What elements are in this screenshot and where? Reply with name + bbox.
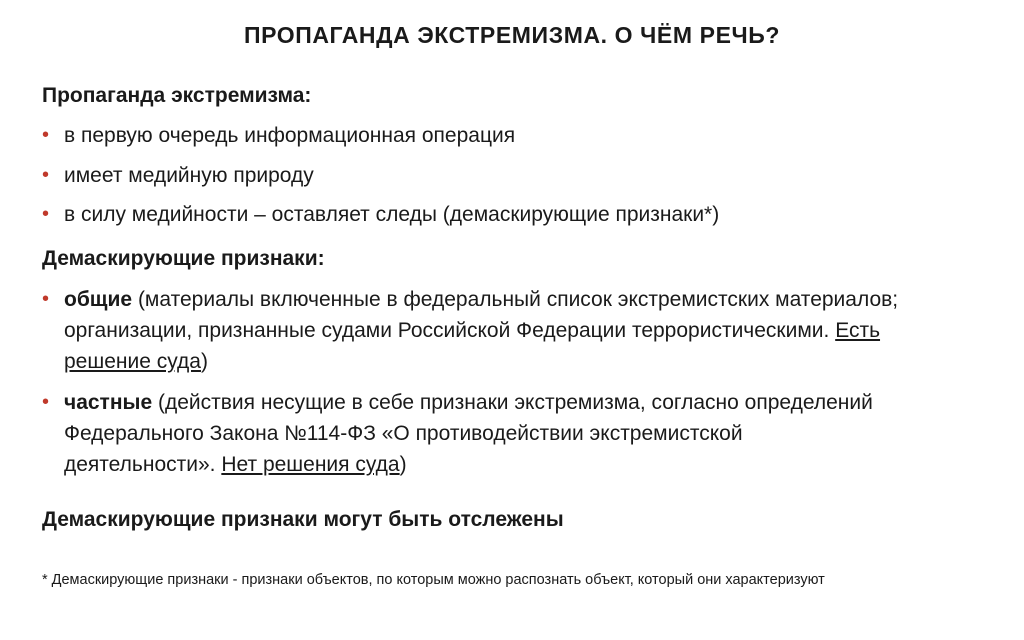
list-item <box>42 160 972 191</box>
bullet-icon: • <box>42 288 50 310</box>
list-item-general <box>42 284 922 377</box>
footnote: * Демаскирующие признаки - признаки объектов, по которым можно распознать объект, который они характеризуют <box>42 572 825 588</box>
term-specific: частные <box>64 391 153 414</box>
conclusion-heading: Демаскирующие признаки могут быть отслежены <box>42 508 564 531</box>
page-title: ПРОПАГАНДА ЭКСТРЕМИЗМА. О ЧЁМ РЕЧЬ? <box>243 22 781 48</box>
list-item-text <box>64 387 882 480</box>
close-paren: ) <box>200 350 208 373</box>
list-item <box>42 199 972 230</box>
bullet-icon: • <box>42 124 50 146</box>
list-item <box>42 120 972 151</box>
no-court-decision-note: Нет решения суда <box>221 453 400 476</box>
list-item-text: в первую очередь информационная операция <box>64 124 516 147</box>
list-item-text <box>64 284 922 377</box>
term-general: общие <box>64 288 133 311</box>
court-decision-note: Есть решение суда <box>64 319 881 373</box>
section-heading-propaganda: Пропаганда экстремизма: <box>42 84 312 107</box>
section-heading-signs: Демаскирующие признаки: <box>42 247 325 270</box>
bullet-icon: • <box>42 164 50 186</box>
list-item-specific <box>42 387 882 480</box>
bullet-icon: • <box>42 203 50 225</box>
desc-general: (материалы включенные в федеральный список экстремистских материалов; организации, признанные судами Российской Федерации террористическими. <box>64 288 899 342</box>
close-paren: ) <box>399 453 407 476</box>
list-item-text: в силу медийности – оставляет следы (демаскирующие признаки*) <box>64 203 720 226</box>
list-item-text: имеет медийную природу <box>64 164 314 187</box>
desc-specific: (действия несущие в себе признаки экстремизма, согласно определений Федерального Закона №114-ФЗ «О противодействии экстремистской деятельности». <box>64 391 873 476</box>
bullet-icon: • <box>42 391 50 413</box>
